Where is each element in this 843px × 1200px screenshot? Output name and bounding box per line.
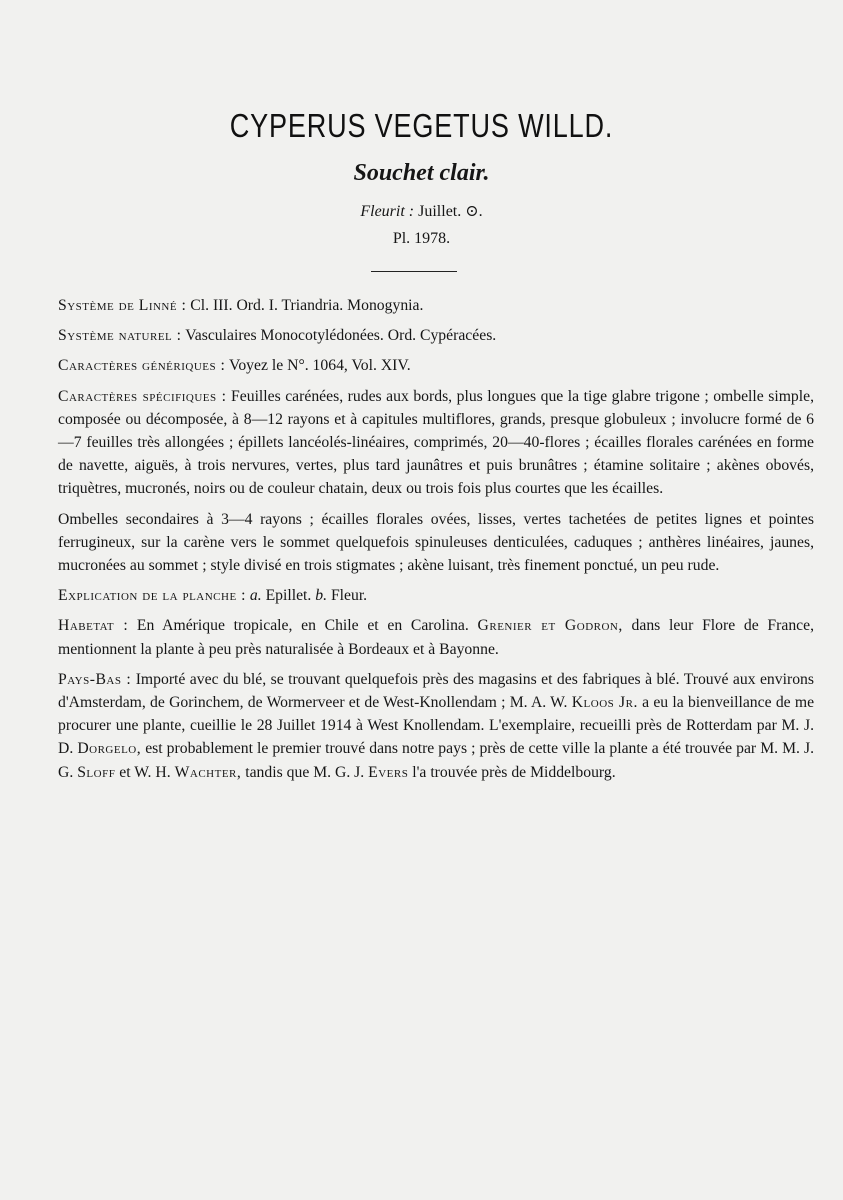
paysbas-text-6: l'a trouvée près de Middelbourg. — [412, 763, 616, 781]
paysbas-paragraph — [58, 668, 814, 784]
paysbas-evers: Evers — [368, 763, 409, 781]
paysbas-text-2: a eu la bienveillance de me procurer une plante, cueillie le 28 Juillet 1914 à West Knollendam. L'exemplaire, recueilli près de Rotterdam par M. J. D. — [58, 694, 815, 758]
page-title: CYPERUS VEGETUS WILLD. — [229, 107, 614, 144]
explication-paragraph — [58, 584, 814, 607]
paysbas-kloos: Kloos Jr. — [571, 694, 638, 712]
generiques-paragraph — [58, 354, 814, 377]
explication-b: b. — [315, 587, 328, 605]
paysbas-label: Pays-Bas : — [58, 670, 132, 688]
plate-number: Pl. 1978. — [392, 230, 451, 247]
explication-b-text: Fleur. — [330, 587, 368, 605]
linne-paragraph — [58, 294, 814, 317]
habitat-authors: Grenier et Godron, — [477, 617, 623, 635]
naturel-text: Vasculaires Monocotylédonées. Ord. Cypéracées. — [185, 327, 497, 345]
explication-a: a. — [249, 587, 262, 605]
paysbas-text-4: et W. H. — [119, 763, 171, 781]
habitat-text-1: En Amérique tropicale, en Chile et en Carolina. — [136, 617, 469, 635]
paysbas-wachter: Wachter, — [174, 763, 242, 781]
generiques-label: Caractères génériques : — [58, 357, 226, 375]
naturel-paragraph — [58, 324, 814, 347]
common-name: Souchet clair. — [353, 160, 490, 186]
explication-a-text: Epillet. — [265, 587, 312, 605]
flowering-label: Fleurit : — [360, 203, 415, 220]
flowering-value: Juillet. ⊙. — [418, 203, 483, 220]
habitat-label: Habetat : — [58, 617, 129, 635]
specifiques-text: Feuilles carénées, rudes aux bords, plus longues que la tige glabre trigone ; ombelle simple, composée ou décomposée, à 8—12 rayons et à capitules multiflores, grands, presque globuleux ; involucre formé de 6—7 feuilles très allongées ; épillets lancéolés-linéaires, comprimés, 20—40-flores ; écailles florales carénées en forme de navette, aiguës, à trois nervures, vertes, plus tard jaunâtres et puis brunâtres ; étamine solitaire ; akènes obovés, triquètres, mucronés, noirs ou de couleur chatain, deux ou trois fois plus courtes que les écailles. — [58, 387, 815, 498]
paysbas-text-3: est probablement le premier trouvé dans notre pays ; près de cette ville la plante a été trouvée par M. M. J. G. — [58, 740, 815, 781]
paysbas-dorgelo: Dorgelo, — [77, 740, 142, 758]
specifiques-label: Caractères spécifiques : — [58, 387, 227, 405]
paysbas-text-1: Importé avec du blé, se trouvant quelquefois près des magasins et des fabriques à blé. Trouvé aux environs d'Amsterdam, de Gorinchem, de Wormerveer et de West-Knollendam ; M. A. W. — [58, 670, 814, 712]
paysbas-text-5: tandis que M. G. J. — [245, 763, 365, 781]
linne-label: Système de Linné : — [58, 297, 187, 314]
specifiques-paragraph — [58, 385, 814, 501]
ombelles-paragraph — [58, 508, 814, 578]
habitat-paragraph — [58, 614, 814, 660]
explication-label: Explication de la planche : — [58, 587, 246, 605]
ombelles-text: Ombelles secondaires à 3—4 rayons ; écailles florales ovées, lisses, vertes tachetées de petites lignes et pointes ferrugineux, sur la carène vers le sommet quelquefois spinuleuses denticulées, caduques ; anthères linéaires, jaunes, mucronées au sommet ; style divisé en trois stigmates ; akène luisant, très finement ponctué, un peu rude. — [58, 510, 814, 575]
habitat-text-2: dans leur Flore de France, mentionnent la plante à peu près naturalisée à Bordeaux et à Bayonne. — [58, 617, 815, 658]
naturel-label: Système naturel : — [58, 327, 182, 345]
description-body — [58, 294, 814, 791]
divider — [371, 271, 457, 272]
generiques-text: Voyez le N°. 1064, Vol. XIV. — [229, 357, 411, 375]
linne-text: Cl. III. Ord. I. Triandria. Monogynia. — [190, 297, 424, 314]
flowering-line — [0, 201, 843, 221]
paysbas-sloff: Sloff — [77, 763, 116, 781]
